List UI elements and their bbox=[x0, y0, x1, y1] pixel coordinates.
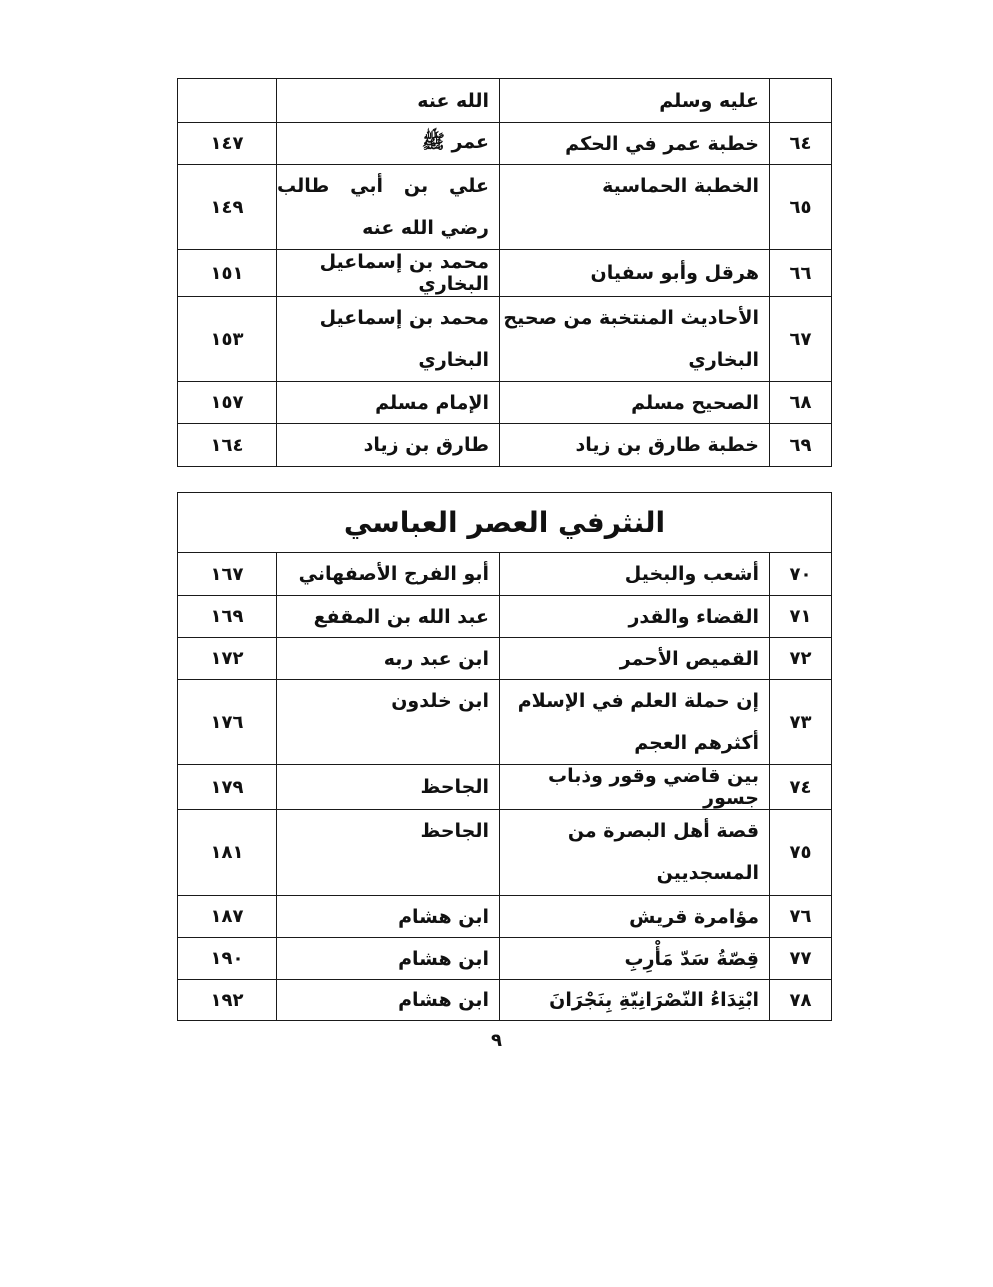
row-number: ٦٧ bbox=[770, 297, 832, 382]
row-number bbox=[770, 79, 832, 123]
table-row bbox=[178, 638, 832, 680]
lesson-title: خطبة عمر في الحكم bbox=[500, 123, 770, 165]
row-number: ٦٥ bbox=[770, 165, 832, 250]
row-number: ٧٢ bbox=[770, 638, 832, 680]
table-row bbox=[178, 980, 832, 1021]
author: الجاحظ bbox=[277, 765, 500, 810]
author: الجاحظ bbox=[277, 810, 500, 896]
lesson-title: خطبة طارق بن زياد bbox=[500, 424, 770, 467]
author: ابن هشام bbox=[277, 896, 500, 938]
section-header-row bbox=[178, 493, 832, 553]
table-row bbox=[178, 250, 832, 297]
row-number: ٦٦ bbox=[770, 250, 832, 297]
page-number: ١٥٣ bbox=[178, 297, 277, 382]
page-number: ١٦٩ bbox=[178, 596, 277, 638]
row-number: ٧١ bbox=[770, 596, 832, 638]
lesson-title: القميص الأحمر bbox=[500, 638, 770, 680]
page-number: ١٥٧ bbox=[178, 382, 277, 424]
table-row bbox=[178, 765, 832, 810]
table-row bbox=[178, 896, 832, 938]
table-row bbox=[178, 123, 832, 165]
page-number: ١٥١ bbox=[178, 250, 277, 297]
table-row bbox=[178, 165, 832, 250]
author: الله عنه bbox=[277, 79, 500, 123]
page-number bbox=[178, 79, 277, 123]
lesson-title: أشعب والبخيل bbox=[500, 553, 770, 596]
lesson-title: قصة أهل البصرة من المسجديين bbox=[500, 810, 770, 896]
page-number: ١٨١ bbox=[178, 810, 277, 896]
page-number: ١٤٧ bbox=[178, 123, 277, 165]
author: طارق بن زياد bbox=[277, 424, 500, 467]
lesson-title: بين قاضي وقور وذباب جسور bbox=[500, 765, 770, 810]
lesson-title: الصحيح مسلم bbox=[500, 382, 770, 424]
author: ابن خلدون bbox=[277, 680, 500, 765]
lesson-title: القضاء والقدر bbox=[500, 596, 770, 638]
table-row bbox=[178, 382, 832, 424]
page-number: ١٩٢ bbox=[178, 980, 277, 1021]
page-number: ١٧٩ bbox=[178, 765, 277, 810]
contents-table-continued bbox=[177, 78, 832, 467]
author: ابن عبد ربه bbox=[277, 638, 500, 680]
table-row bbox=[178, 297, 832, 382]
contents-table-abbasid bbox=[177, 492, 832, 1021]
row-number: ٧٨ bbox=[770, 980, 832, 1021]
table-row bbox=[178, 79, 832, 123]
row-number: ٦٩ bbox=[770, 424, 832, 467]
lesson-title: إن حملة العلم في الإسلام أكثرهم العجم bbox=[500, 680, 770, 765]
page-number: ١٦٧ bbox=[178, 553, 277, 596]
lesson-title: ابْتِدَاءُ النّصْرَانِيّةِ بِنَجْرَانَ bbox=[500, 980, 770, 1021]
row-number: ٧٣ bbox=[770, 680, 832, 765]
lesson-title: الخطبة الحماسية bbox=[500, 165, 770, 250]
table-row bbox=[178, 680, 832, 765]
table-row bbox=[178, 810, 832, 896]
table-row bbox=[178, 553, 832, 596]
row-number: ٧٧ bbox=[770, 938, 832, 980]
author: محمد بن إسماعيل البخاري bbox=[277, 250, 500, 297]
author: علي بن أبي طالب رضي الله عنه bbox=[277, 165, 500, 250]
author: ابن هشام bbox=[277, 938, 500, 980]
lesson-title: مؤامرة قريش bbox=[500, 896, 770, 938]
table-row bbox=[178, 424, 832, 467]
author: الإمام مسلم bbox=[277, 382, 500, 424]
row-number: ٧٥ bbox=[770, 810, 832, 896]
row-number: ٧٤ bbox=[770, 765, 832, 810]
lesson-title: قِصّةُ سَدّ مَأْرِبِ bbox=[500, 938, 770, 980]
page-footer-number: ٩ bbox=[491, 1030, 502, 1051]
row-number: ٧٦ bbox=[770, 896, 832, 938]
author: ابن هشام bbox=[277, 980, 500, 1021]
page-number: ١٦٤ bbox=[178, 424, 277, 467]
page-number: ١٧٦ bbox=[178, 680, 277, 765]
author: عبد الله بن المقفع bbox=[277, 596, 500, 638]
author: أبو الفرج الأصفهاني bbox=[277, 553, 500, 596]
page-number: ١٨٧ bbox=[178, 896, 277, 938]
author: عمر ﷺ bbox=[277, 123, 500, 165]
lesson-title: هرقل وأبو سفيان bbox=[500, 250, 770, 297]
page-number: ١٧٢ bbox=[178, 638, 277, 680]
page-number: ١٤٩ bbox=[178, 165, 277, 250]
row-number: ٦٤ bbox=[770, 123, 832, 165]
author: محمد بن إسماعيل البخاري bbox=[277, 297, 500, 382]
row-number: ٦٨ bbox=[770, 382, 832, 424]
section-title: النثرفي العصر العباسي bbox=[178, 493, 832, 553]
table-row bbox=[178, 596, 832, 638]
page-number: ١٩٠ bbox=[178, 938, 277, 980]
table-row bbox=[178, 938, 832, 980]
lesson-title: الأحاديث المنتخبة من صحيح البخاري bbox=[500, 297, 770, 382]
lesson-title: عليه وسلم bbox=[500, 79, 770, 123]
row-number: ٧٠ bbox=[770, 553, 832, 596]
